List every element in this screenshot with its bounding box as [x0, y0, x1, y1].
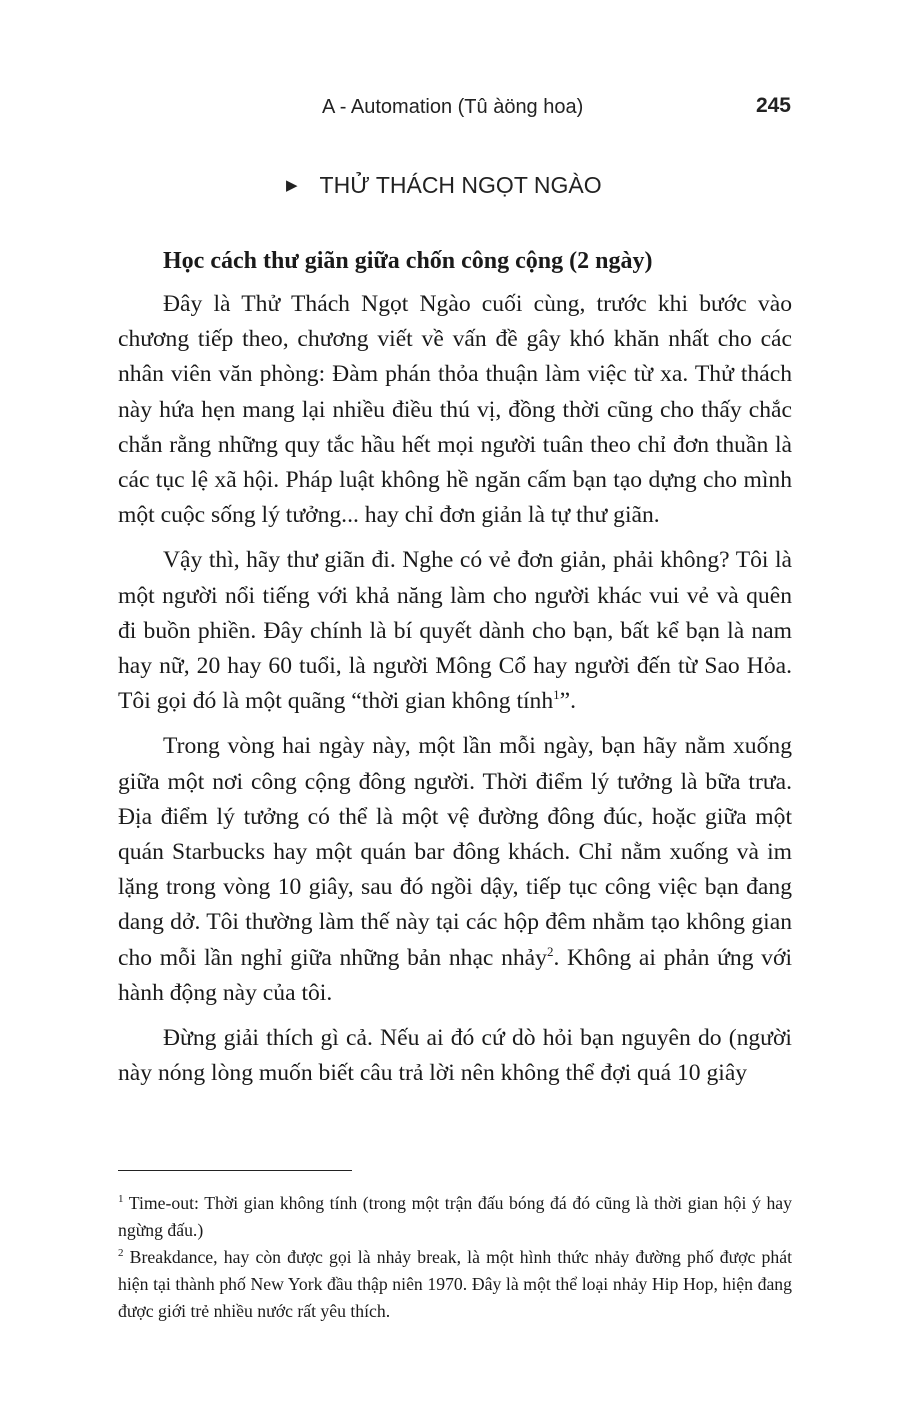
- paragraph-2-end: ”.: [559, 688, 577, 715]
- main-text: [118, 245, 792, 1101]
- footnote-mark-1: 1: [118, 1193, 124, 1206]
- running-title: A - Automation (Tû àöng hoa): [322, 96, 584, 118]
- paragraph-2: [118, 543, 792, 719]
- footnote-2: [118, 1244, 792, 1325]
- footnote-ref-1[interactable]: 1: [553, 687, 560, 703]
- paragraph-3: [118, 729, 792, 1011]
- section-title: THỬ THÁCH NGỌT NGÀO: [319, 172, 602, 198]
- footnote-1-text: Time-out: Thời gian không tính (trong một trận đấu bóng đá đó cũng là thời gian hội ý hay ngừng đấu.): [118, 1193, 792, 1240]
- paragraph-3-text: Trong vòng hai ngày này, một lần mỗi ngày, bạn hãy nằm xuống giữa một nơi công cộng đông người. Thời điểm lý tưởng là bữa trưa. Địa điểm lý tưởng có thể là một vệ đường đông đúc, hoặc giữa một quán Starbucks hay một quán bar đông khách. Chỉ nằm xuống và im lặng trong vòng 10 giây, sau đó ngồi dậy, tiếp tục công việc bạn đang dang dở. Tôi thường làm thế này tại các hộp đêm nhằm tạo không gian cho mỗi lần nghỉ giữa những bản nhạc nhảy: [118, 733, 792, 971]
- paragraph-4: Đừng giải thích gì cả. Nếu ai đó cứ dò hỏi bạn nguyên do (người này nóng lòng muốn biết câu trả lời nên không thể đợi quá 10 giây: [118, 1025, 792, 1087]
- paragraph-1: Đây là Thử Thách Ngọt Ngào cuối cùng, trước khi bước vào chương tiếp theo, chương viết về vấn đề gây khó khăn nhất cho các nhân viên văn phòng: Đàm phán thỏa thuận làm việc từ xa. Thử thách này hứa hẹn mang lại nhiều điều thú vị, đồng thời cũng cho thấy chắc chắn rằng những quy tắc hầu hết mọi người tuân theo chỉ đơn thuần là các tục lệ xã hội. Pháp luật không hề ngăn cấm bạn tạo dựng cho mình một cuộc sống lý tưởng... hay chỉ đơn giản là tự thư giãn.: [118, 291, 792, 529]
- paragraph-3-end: . Không ai phản ứng với hành động này của tôi.: [118, 944, 793, 1006]
- section-heading: [286, 172, 602, 199]
- running-head: [0, 96, 910, 126]
- footnote-ref-2[interactable]: 2: [546, 943, 554, 959]
- page-number: 245: [755, 94, 791, 117]
- footnote-2-text: Breakdance, hay còn được gọi là nhảy break, là một hình thức nhảy đường phố được phát hiện tại thành phố New York đầu thập niên 1970. Đây là một thể loại nhảy Hip Hop, hiện đang được giới trẻ nhiều nước rất yêu thích.: [118, 1247, 792, 1321]
- footnote-divider: [118, 1170, 352, 1171]
- footnotes: [118, 1190, 792, 1325]
- footnote-mark-2: 2: [118, 1247, 124, 1260]
- triangle-right-icon: ▶: [286, 177, 298, 194]
- footnote-1: [118, 1190, 792, 1244]
- paragraph-2-text: Vậy thì, hãy thư giãn đi. Nghe có vẻ đơn giản, phải không? Tôi là một người nổi tiếng với khả năng làm cho người khác vui vẻ và quên đi buồn phiền. Đây chính là bí quyết dành cho bạn, bất kể bạn là nam hay nữ, 20 hay 60 tuổi, là người Mông Cổ hay người đến từ Sao Hỏa. Tôi gọi đó là một quãng “thời gian không tính: [118, 547, 792, 715]
- subheading: Học cách thư giãn giữa chốn công cộng (2 ngày): [163, 248, 653, 274]
